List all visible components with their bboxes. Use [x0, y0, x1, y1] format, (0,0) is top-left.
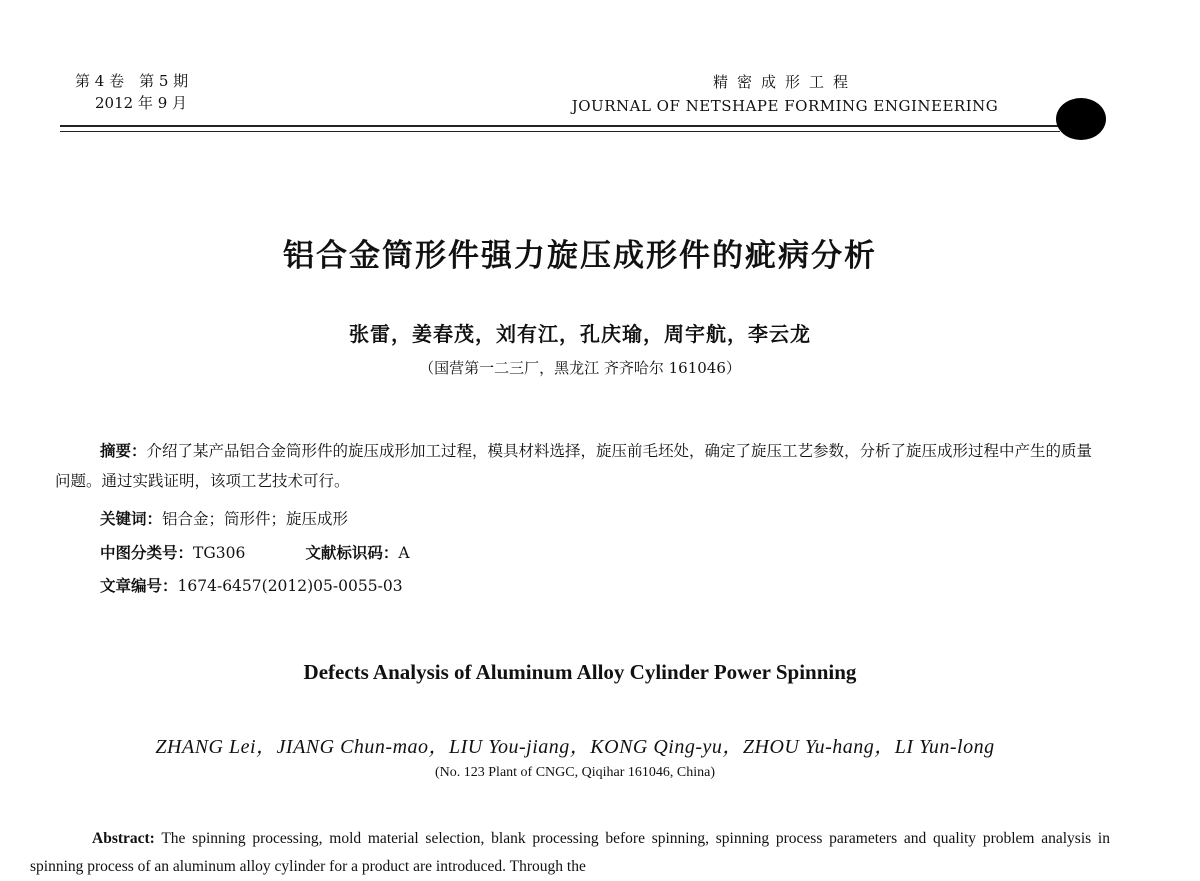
header-rule-top: [60, 125, 1060, 127]
keywords-value: 铝合金；筒形件；旋压成形: [162, 510, 349, 528]
doc-code-label: 文献标识码：: [305, 544, 399, 562]
volume-issue: 第 4 卷 第 5 期: [75, 72, 189, 90]
article-id-value: 1674-6457(2012)05-0055-03: [177, 577, 403, 595]
journal-name: [520, 70, 1050, 118]
article-id: [100, 574, 403, 596]
english-abstract: [30, 825, 1110, 881]
doc-code-value: A: [398, 544, 410, 562]
issue-date: 2012 年 9 月: [95, 94, 188, 112]
abstract-text: 介绍了某产品铝合金筒形件的旋压成形加工过程，模具材料选择，旋压前毛坯处，确定了旋压工艺参数，分析了旋压成形过程中产生的质量问题。通过实践证明，该项工艺技术可行。: [55, 442, 1093, 490]
clc-value: TG306: [193, 544, 246, 562]
keywords-label: 关键词：: [100, 510, 163, 528]
english-title: Defects Analysis of Aluminum Alloy Cylinder Power Spinning: [303, 660, 857, 684]
english-abstract-text: The spinning processing, mold material selection, blank processing before spinning, spinning process parameters and quality problem analysis in spinning process of an aluminum alloy cylinder for a product are introduced. Through the: [30, 830, 1110, 875]
author-list: 张雷，姜春茂，刘有江，孔庆瑜，周宇航，李云龙: [349, 322, 811, 346]
english-affiliation: (No. 123 Plant of CNGC, Qiqihar 161046, China): [435, 765, 715, 780]
english-abstract-label: Abstract:: [92, 830, 155, 847]
abstract-label: 摘要：: [100, 442, 147, 460]
header-rule-bottom: [60, 131, 1060, 132]
affiliation: （国营第一二三厂，黑龙江 齐齐哈尔 161046）: [419, 359, 741, 377]
issue-info: [75, 70, 188, 114]
article-id-label: 文章编号：: [100, 577, 178, 595]
keywords: [100, 507, 348, 529]
abstract-cn: [55, 436, 1105, 496]
journal-name-en: JOURNAL OF NETSHAPE FORMING ENGINEERING: [571, 97, 999, 115]
english-author-list: ZHANG Lei，JIANG Chun-mao，LIU You-jiang，KONG Qing-yu，ZHOU Yu-hang，LI Yun-long: [155, 736, 995, 758]
article-title: 铝合金筒形件强力旋压成形件的疵病分析: [283, 238, 877, 274]
clc-label: 中图分类号：: [100, 544, 194, 562]
page-tab-marker: [1056, 98, 1106, 140]
journal-name-cn: 精密成形工程: [712, 73, 857, 91]
classification: [100, 541, 410, 563]
